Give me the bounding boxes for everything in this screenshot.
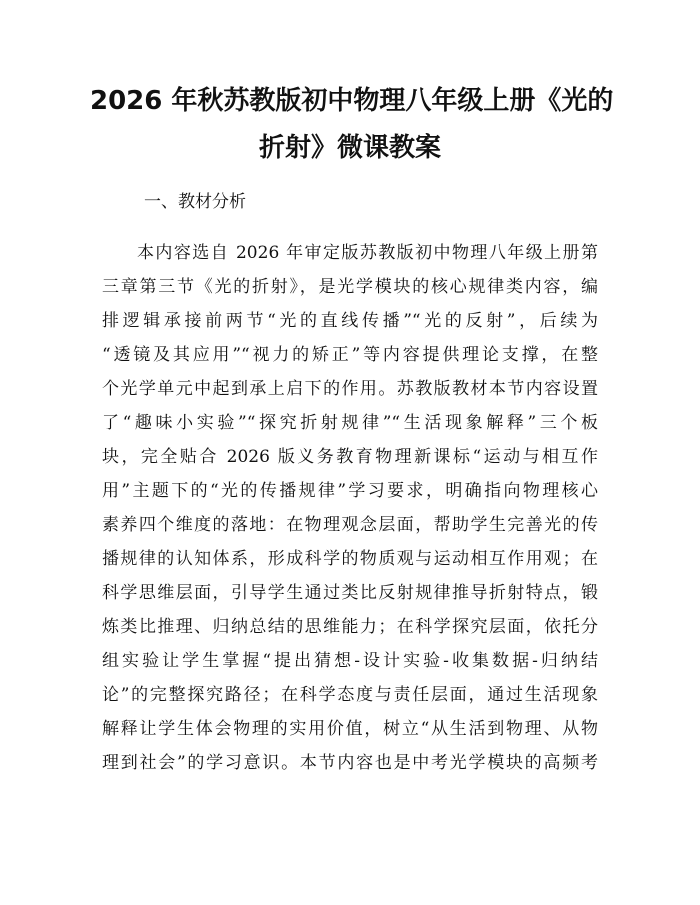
paragraph-line: 用”主题下的“光的传播规律”学习要求，明确指向物理核心 — [102, 481, 598, 501]
paragraph-line: 播规律的认知体系，形成科学的物质观与运动相互作用观；在 — [102, 549, 598, 569]
section-heading: 一、教材分析 — [144, 192, 246, 212]
paragraph-line: 素养四个维度的落地：在物理观念层面，帮助学生完善光的传 — [102, 515, 598, 535]
paragraph-line: 科学思维层面，引导学生通过类比反射规律推导折射特点，锻 — [102, 583, 598, 603]
paragraph-line: 炼类比推理、归纳总结的思维能力；在科学探究层面，依托分 — [102, 617, 598, 637]
paragraph-line: 组实验让学生掌握“提出猜想-设计实验-收集数据-归纳结 — [102, 651, 598, 671]
paragraph-line: 本内容选自 2026 年审定版苏教版初中物理八年级上册第 — [137, 243, 598, 263]
paragraph-line: 解释让学生体会物理的实用价值，树立“从生活到物理、从物 — [102, 719, 598, 739]
paragraph-line: 排逻辑承接前两节“光的直线传播”“光的反射”，后续为 — [102, 311, 598, 331]
document-title-line-1: 2026 年秋苏教版初中物理八年级上册《光的 — [90, 86, 614, 116]
paragraph-line: 个光学单元中起到承上启下的作用。苏教版教材本节内容设置 — [102, 379, 598, 399]
paragraph-line: “透镜及其应用”“视力的矫正”等内容提供理论支撑，在整 — [102, 345, 598, 365]
paragraph-line: 论”的完整探究路径；在科学态度与责任层面，通过生活现象 — [102, 685, 598, 705]
paragraph-line: 了“趣味小实验”“探究折射规律”“生活现象解释”三个板 — [102, 413, 598, 433]
paragraph-line: 理到社会”的学习意识。本节内容也是中考光学模块的高频考 — [102, 753, 598, 773]
paragraph-line: 块，完全贴合 2026 版义务教育物理新课标“运动与相互作 — [102, 447, 598, 467]
document-title-line-2: 折射》微课教案 — [258, 133, 441, 163]
paragraph-line: 三章第三节《光的折射》，是光学模块的核心规律类内容，编 — [102, 277, 598, 297]
